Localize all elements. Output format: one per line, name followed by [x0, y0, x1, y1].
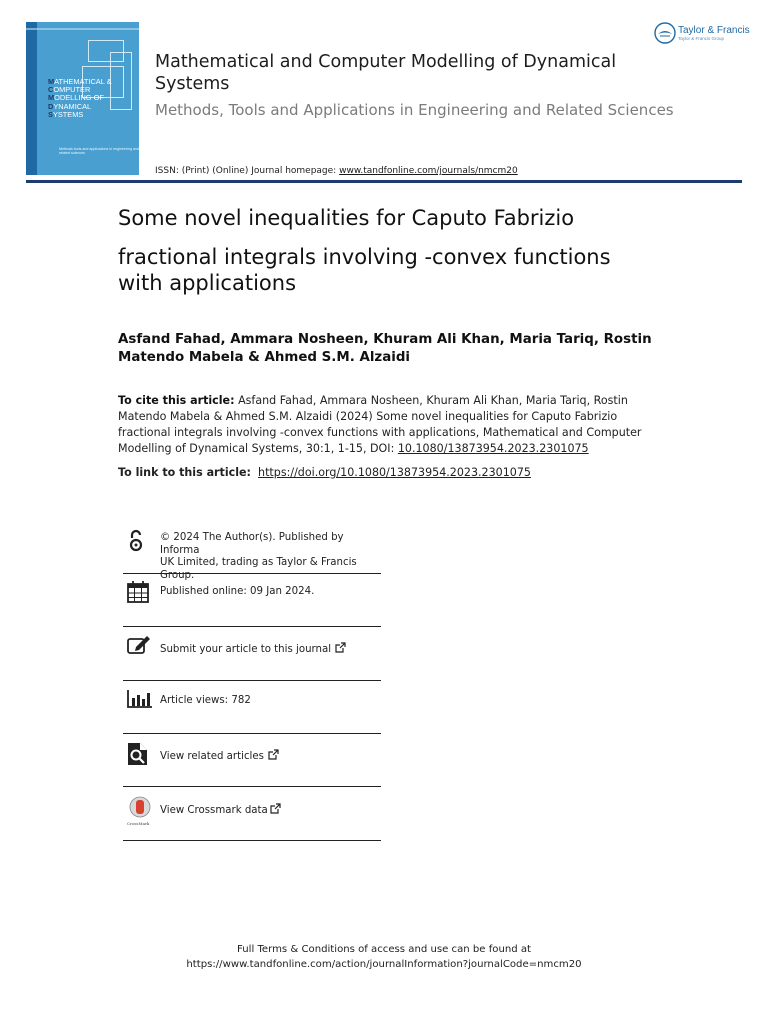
journal-subtitle: Methods, Tools and Applications in Engineering and Related Sciences — [155, 101, 674, 119]
journal-title: Mathematical and Computer Modelling of Dynamical Systems — [155, 52, 617, 94]
crossmark-label: View Crossmark data — [160, 805, 268, 816]
article-title-line: with applications — [118, 271, 297, 295]
article-link-line — [118, 465, 531, 481]
cover-band — [26, 22, 37, 175]
license-line: © 2024 The Author(s). Published by Informa — [160, 532, 344, 556]
related-label: View related articles — [160, 751, 264, 762]
related-row[interactable] — [123, 734, 381, 787]
citation-line — [118, 393, 658, 409]
article-url-link[interactable]: https://doi.org/10.1080/13873954.2023.2301075 — [258, 466, 531, 479]
issn-label: ISSN: (Print) (Online) Journal homepage: — [155, 166, 337, 176]
external-link-icon — [270, 803, 281, 814]
footer-line: Full Terms & Conditions of access and use can be found at — [237, 944, 531, 955]
cover-subtitle: Methods tools and applications in engineering and related sciences — [59, 147, 139, 156]
link-label: To link to this article: — [118, 466, 251, 479]
submit-text — [160, 642, 384, 657]
cover-title-line: COMPUTER — [48, 85, 91, 95]
cover-title-line: DYNAMICAL — [48, 101, 92, 111]
header-rule — [26, 180, 742, 183]
published-text: Published online: 09 Jan 2024. — [160, 586, 315, 597]
external-link-icon — [268, 749, 279, 760]
calendar-icon — [127, 581, 149, 603]
cover-title — [48, 78, 138, 119]
citation-text: Asfand Fahad, Ammara Nosheen, Khuram Ali Khan, Maria Tariq, Rostin — [238, 394, 628, 407]
citation-line — [118, 441, 658, 457]
citation-line: fractional integrals involving -convex functions with applications, Mathematical and Computer — [118, 426, 642, 439]
citation-line: Matendo Mabela & Ahmed S.M. Alzaidi (2024) Some novel inequalities for Caputo Fabrizio — [118, 410, 618, 423]
external-link-icon — [335, 642, 346, 653]
views-text: Article views: 782 — [160, 695, 251, 706]
cover-title-line: SYSTEMS — [48, 109, 84, 119]
article-authors — [118, 331, 678, 367]
open-access-icon — [127, 529, 145, 553]
citation-block — [118, 393, 658, 457]
issn-line — [155, 165, 518, 177]
footer-url[interactable]: https://www.tandfonline.com/action/journalInformation?journalCode=nmcm20 — [186, 959, 582, 970]
crossmark-icon — [127, 796, 155, 826]
authors-line: Asfand Fahad, Ammara Nosheen, Khuram Ali Khan, Maria Tariq, Rostin — [118, 332, 652, 347]
edit-icon — [127, 635, 151, 655]
citation-text: Modelling of Dynamical Systems, 30:1, 1-15, DOI: — [118, 442, 395, 455]
cite-label: To cite this article: — [118, 394, 235, 407]
cover-strip — [26, 28, 139, 30]
submit-label: Submit your article to this journal — [160, 644, 332, 655]
article-title-line: Some novel inequalities for Caputo Fabrizio — [118, 206, 575, 230]
article-title-line: fractional integrals involving -convex functions — [118, 245, 611, 269]
license-row — [123, 525, 381, 581]
journal-homepage-link[interactable]: www.tandfonline.com/journals/nmcm20 — [339, 166, 518, 176]
related-text — [160, 749, 384, 764]
license-line: Group. — [160, 569, 195, 581]
views-row — [123, 681, 381, 734]
terms-footer — [0, 942, 768, 972]
related-articles-icon — [127, 742, 149, 766]
cover-title-line: MODELLING OF — [48, 93, 104, 103]
cover-title-line: MATHEMATICAL & — [48, 77, 112, 86]
article-info-list — [123, 525, 381, 841]
journal-cover — [26, 22, 139, 175]
article-title — [118, 205, 678, 296]
authors-line: Matendo Mabela & Ahmed S.M. Alzaidi — [118, 350, 411, 365]
bar-chart-icon — [127, 689, 153, 709]
crossmark-badge-text: CrossMark — [127, 821, 150, 826]
crossmark-text — [160, 803, 384, 818]
published-row — [123, 574, 381, 627]
taylor-francis-logo-icon — [654, 22, 676, 44]
publisher-tagline: Taylor & Francis Group — [678, 36, 725, 41]
doi-link[interactable]: 10.1080/13873954.2023.2301075 — [397, 442, 589, 455]
license-line: UK Limited, trading as Taylor & Francis — [160, 557, 357, 568]
crossmark-row[interactable] — [123, 787, 381, 841]
publisher-name: Taylor & Francis — [678, 25, 750, 36]
submit-row[interactable] — [123, 627, 381, 681]
